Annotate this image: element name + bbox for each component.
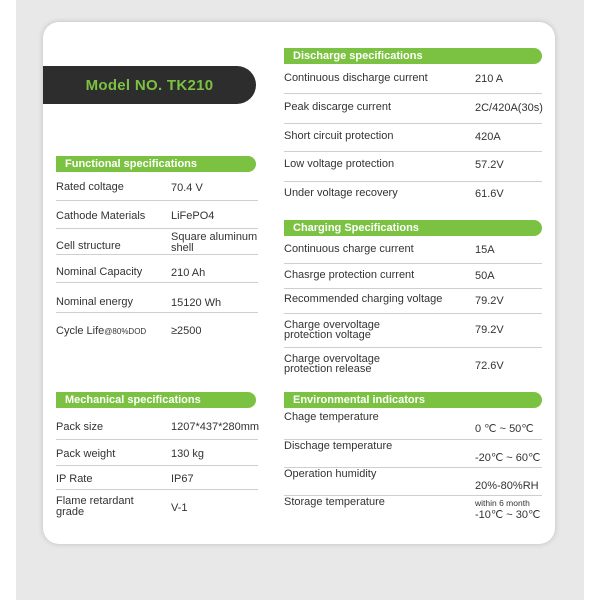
row-label: IP Rate bbox=[56, 473, 93, 485]
row-label-wrap bbox=[56, 326, 146, 337]
row-label: Pack size bbox=[56, 421, 104, 433]
row-label-suffix: @80%DOD bbox=[104, 327, 147, 336]
row-value-note: within 6 month bbox=[475, 498, 530, 508]
table-row bbox=[56, 412, 258, 440]
charging-specs-heading: Charging Specifications bbox=[284, 220, 542, 236]
row-label: Continuous charge current bbox=[284, 243, 414, 255]
table-row bbox=[56, 490, 258, 524]
table-row bbox=[56, 255, 258, 283]
row-label: Cell structure bbox=[56, 240, 121, 252]
row-value: 2C/420A(30s) bbox=[475, 102, 543, 114]
row-value: 79.2V bbox=[475, 295, 504, 307]
row-label-line1: Charge overvoltage bbox=[284, 353, 381, 365]
row-value: 79.2V bbox=[475, 324, 504, 336]
table-row bbox=[56, 283, 258, 313]
table-row bbox=[284, 410, 542, 440]
row-label-line2: protection voltage bbox=[284, 329, 371, 341]
table-row bbox=[284, 124, 542, 152]
table-row bbox=[56, 466, 258, 490]
row-value: IP67 bbox=[171, 473, 194, 485]
table-row bbox=[284, 348, 542, 382]
table-row bbox=[284, 496, 542, 526]
row-value: V-1 bbox=[171, 502, 188, 514]
table-row bbox=[284, 440, 542, 468]
table-row bbox=[284, 94, 542, 124]
row-value: 0 ℃ ~ 50℃ bbox=[475, 423, 534, 435]
row-label: Storage temperature bbox=[284, 496, 385, 508]
row-value: 70.4 V bbox=[171, 182, 203, 194]
model-banner bbox=[43, 66, 256, 104]
row-value: 420A bbox=[475, 131, 501, 143]
row-label-line2: protection release bbox=[284, 363, 372, 375]
row-label-line1: Flame retardant bbox=[56, 495, 134, 507]
table-row bbox=[284, 152, 542, 182]
row-value: 61.6V bbox=[475, 188, 504, 200]
row-label: Low voltage protection bbox=[284, 158, 395, 170]
environmental-indicators-heading: Environmental indicators bbox=[284, 392, 542, 408]
row-value: 1207*437*280mm bbox=[171, 421, 260, 433]
row-label: Nominal energy bbox=[56, 296, 134, 308]
row-value-line2: shell bbox=[171, 242, 194, 254]
row-value: 15A bbox=[475, 244, 495, 256]
row-label: Recommended charging voltage bbox=[284, 293, 443, 305]
row-label-line2: grade bbox=[56, 506, 85, 518]
row-value: 57.2V bbox=[475, 159, 504, 171]
table-row bbox=[284, 238, 542, 264]
row-label: Dischage temperature bbox=[284, 440, 393, 452]
row-value: -10℃ ~ 30℃ bbox=[475, 509, 541, 521]
table-row bbox=[284, 314, 542, 348]
row-value: 130 kg bbox=[171, 448, 205, 460]
table-row bbox=[284, 66, 542, 94]
row-label: Peak discarge current bbox=[284, 101, 391, 113]
table-row bbox=[284, 289, 542, 314]
row-label: Rated coltage bbox=[56, 181, 124, 193]
functional-specs-heading: Functional specifications bbox=[56, 156, 256, 172]
row-value: 15120 Wh bbox=[171, 297, 222, 309]
row-value: 210 A bbox=[475, 73, 504, 85]
row-label: Cathode Materials bbox=[56, 210, 146, 222]
table-row bbox=[56, 440, 258, 466]
row-label: Chage temperature bbox=[284, 411, 379, 423]
row-value: 50A bbox=[475, 270, 495, 282]
table-row bbox=[284, 468, 542, 496]
table-row bbox=[56, 313, 258, 343]
row-label: Chasrge protection current bbox=[284, 269, 415, 281]
row-label: Cycle Life bbox=[56, 325, 105, 337]
table-row bbox=[284, 264, 542, 289]
row-value: -20℃ ~ 60℃ bbox=[475, 452, 541, 464]
model-number: TK210 bbox=[166, 76, 214, 94]
row-value: ≥2500 bbox=[171, 325, 202, 337]
row-value: LiFePO4 bbox=[171, 210, 215, 222]
mechanical-specs-heading: Mechanical specifications bbox=[56, 392, 256, 408]
row-label: Short circuit protection bbox=[284, 130, 394, 142]
row-value: 210 Ah bbox=[171, 267, 206, 279]
row-value: 72.6V bbox=[475, 360, 504, 372]
table-row bbox=[56, 175, 258, 201]
table-row bbox=[284, 182, 542, 208]
row-label: Operation humidity bbox=[284, 468, 377, 480]
row-label: Under voltage recovery bbox=[284, 187, 398, 199]
row-label: Nominal Capacity bbox=[56, 266, 143, 278]
table-row bbox=[56, 229, 258, 255]
table-row bbox=[56, 201, 258, 229]
row-value-line1: Square aluminum bbox=[171, 231, 258, 243]
row-value: 20%-80%RH bbox=[475, 480, 539, 492]
discharge-specs-heading: Discharge specifications bbox=[284, 48, 542, 64]
model-prefix: Model NO. bbox=[85, 76, 163, 94]
row-label: Pack weight bbox=[56, 448, 116, 460]
row-label-line1: Charge overvoltage bbox=[284, 319, 381, 331]
row-label: Continuous discharge current bbox=[284, 72, 428, 84]
